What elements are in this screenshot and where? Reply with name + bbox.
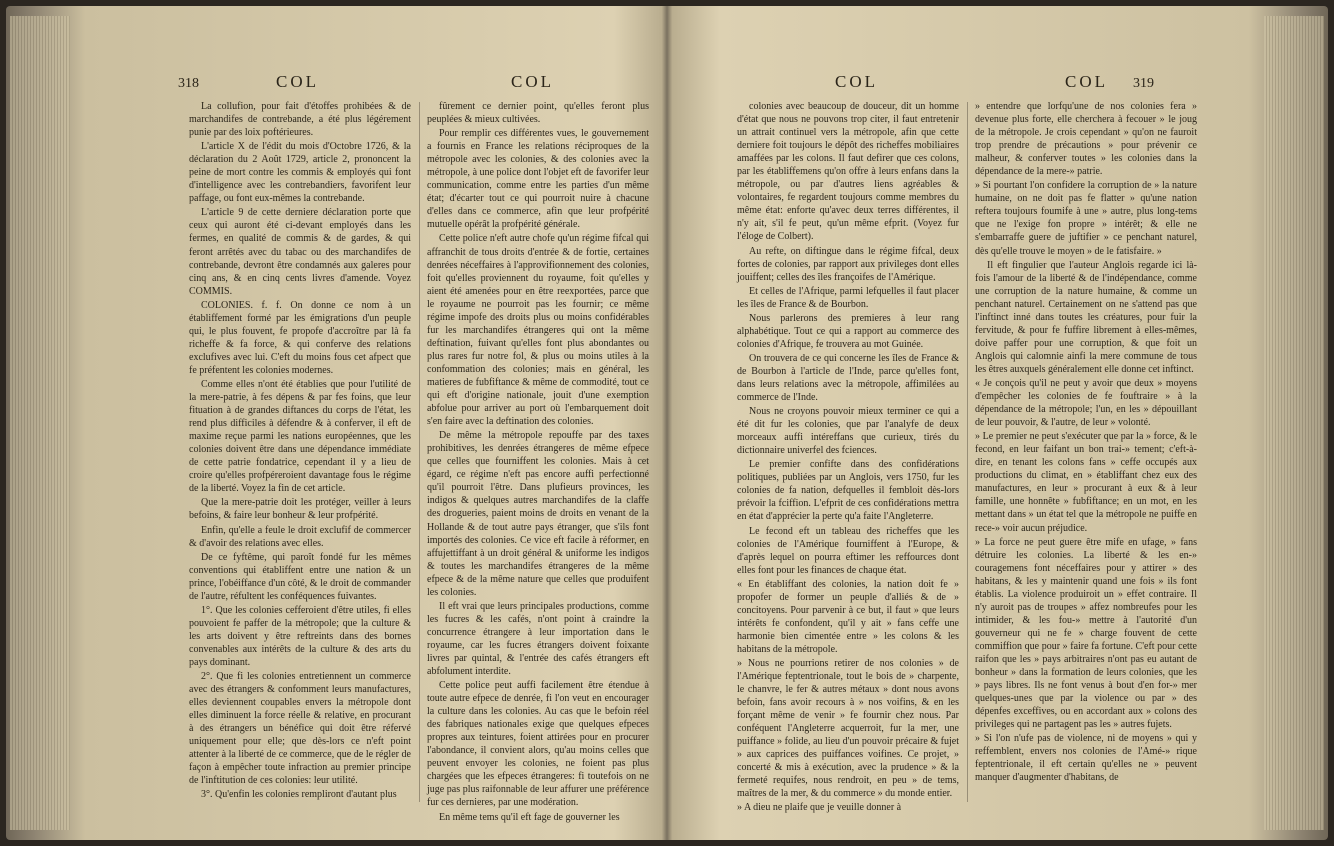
running-header-left-col1: COL bbox=[276, 72, 319, 91]
right-page-column-2 bbox=[975, 100, 1197, 806]
running-header-left-col2: COL bbox=[511, 72, 554, 91]
paragraph: Comme elles n'ont été établies que pour l'utilité de la mere-patrie, à fes dépens & par fes foins, que leur fituation à de grandes diftances du corps de l'état, les rend plus difficiles à défendre & à conferver, il eft de maxime reçue parmi les nations européennes, que les colonies doivent être dans une dépendance immédiate de cette patrie fondatrice, cependant il y a lieu de croire qu'elles profpéreroient davantage fous le régime de la liberté. Voyez la fin de cet article. bbox=[189, 378, 411, 495]
paragraph: » Le premier ne peut s'exécuter que par la » force, & le fecond, en leur faifant un bon trai-» tement; c'eft-à-dire, en tenant les colons fans » ceffe occupés aux productions du climat, en » établiffant chez eux des manufactures, en leur » procurant à eux & à leur famille, une honnête » fubfiftance; en un mot, en les mettant dans » un état tel que la métropole ne puiffe en rece-» voir aucun préjudice. bbox=[975, 431, 1197, 534]
paragraph: Il eft fingulier que l'auteur Anglois regarde ici là-fois l'amour de la liberté & de l'indépendance, comme une corruption de la nature humaine, & comme un penchant naturel. Certainement on ne s'attend pas que l'inftinct inné dans toutes les créatures, pour fuir la fervitude, & pour fe fuffire librement à elles-mêmes, doive paffer pour une corruption, & que foit un Anglois qui calomnie ainfi la mere commune de tous les êtres auxquels généralement elle donne cet inftinct. bbox=[975, 259, 1197, 375]
running-header-right-col2: COL bbox=[1065, 72, 1108, 91]
paragraph: fûrement ce dernier point, qu'elles feront plus peuplées & mieux cultivées. bbox=[427, 101, 649, 126]
paragraph: Enfin, qu'elle a feule le droit exclufif de commercer & d'avoir des relations avec elles. bbox=[189, 524, 411, 549]
page-number-right: 319 bbox=[1133, 76, 1154, 91]
paragraph: 2°. Que fi les colonies entretiennent un commerce avec des étrangers & confomment leurs manufactures, elles deviennent coupables envers la métropole dont elles diminuent la force réelle & relative, en procurant à des étrangers un bénéfice qui doit être réfervé uniquement pour elle; que dès-lors ce n'eft point attenter à la liberté de ce commerce, que de le régler de façon à empêcher toute infraction au premier principe de l'inftitution de ces colonies: leur utilité. bbox=[189, 671, 411, 787]
page-number-left: 318 bbox=[178, 76, 199, 91]
paragraph: De ce fyftême, qui paroît fondé fur les mêmes conventions qui établiffent entre une nation & un prince, l'obéiffance d'un côté, & le droit de commander de l'autre, réfultent les conféquences fuivantes. bbox=[189, 551, 411, 602]
column-rule-right bbox=[967, 102, 968, 802]
paragraph: De même la métropole repouffe par des taxes prohibitives, les denrées étrangeres de même efpece que celles que fourniffent les colonies. Mais à cet égard, ce régime n'eft pas encore auffi perfectionné qu'il pourroit l'être. Dans plufieurs provinces, les indigos & quelques autres marchandifes de la claffe des drogueries, paient moins de droits en venant de la Hollande & de tout autre pays étranger, que s'ils font importés des colonies. Ce vice eft facile à réformer, en affujettiffant à un droit général & uniforme les indigos & toutes les marchandifes étrangeres de la même efpece & de la même nature que celles que produifent les colonies. bbox=[427, 430, 649, 598]
page-edge-left bbox=[10, 16, 70, 830]
paragraph: 1°. Que les colonies cefferoient d'être utiles, fi elles pouvoient fe paffer de la métropole; que la culture & les arts doivent y être reftreints dans des bornes convenables aux intérêts de la culture & des arts du pays dominant. bbox=[189, 604, 411, 668]
left-page-column-1 bbox=[189, 100, 411, 806]
paragraph: Pour remplir ces différentes vues, le gouvernement a fournis en France les relations réciproques de la métropole avec les colonies, & des colonies avec la métropole, à une police dont l'objet eft de favorifer leur communication, comme entre les parties d'un même état; d'écarter tout ce qui pourroit nuire à chacune d'elles dans ce commerce, afin que leur profpérité mutuelle opérât la profpérité générale. bbox=[427, 128, 649, 231]
paragraph: « En établiffant des colonies, la nation doit fe » propofer de former un peuple d'alliés & de » concitoyens. Pour parvenir à ce but, il faut » que leurs intérêts fe confondent, qu'il y ait » fans ceffe une harmonie bien cimentée entre » les colons & les habitans de la métropole. bbox=[737, 578, 959, 655]
page-edge-right bbox=[1264, 16, 1324, 830]
paragraph: » Si pourtant l'on confidere la corruption de » la nature humaine, on ne doit pas fe flatter » qu'une nation reftera toujours foumife à une » autre, plus long-tems que ne l'exige fon propre » intérêt; & elle ne s'embarraffe guere de juftifier » ce penchant naturel, dès qu'elle trouve le moyen » de le fatisfaire. » bbox=[975, 180, 1197, 257]
paragraph: La collufion, pour fait d'étoffes prohibées & de marchandifes de contrebande, a été plus légérement punie par des loix poftérieures. bbox=[189, 101, 411, 139]
paragraph: » entendre que lorfqu'une de nos colonies fera » devenue plus forte, elle cherchera à fecouer » le joug de la métropole. Je crois cependant » qu'on ne fauroit trop prendre de précautions » pour prévenir ce malheur, & conferver toutes » les colonies dans la dépendance de la mere-» patrie. bbox=[975, 101, 1197, 178]
open-book bbox=[6, 6, 1328, 840]
paragraph: On trouvera de ce qui concerne les îles de France & de Bourbon à l'article de l'Inde, parce qu'elles font, dans leurs relations avec la métropole, affimilées au commerce de l'Inde. bbox=[737, 352, 959, 404]
column-rule-left bbox=[419, 102, 420, 802]
paragraph: Il eft vrai que leurs principales productions, comme les fucres & les cafés, n'ont point à craindre la concurrence étrangere à leur importation dans le royaume, car les fucres étrangers doivent foixante livres par quintal, & l'entrée des cafés étrangers eft abfolument interdite. bbox=[427, 600, 649, 678]
paragraph: COLONIES. f. f. On donne ce nom à un établiffement formé par les émigrations d'un peuple qui, le plus fouvent, fe propofe d'accroître par là fa richeffe & fa force, & qui conferve des relations exclufives avec lui. C'eft du moins fous cet afpect que fe préfentent les colonies modernes. bbox=[189, 299, 411, 376]
paragraph: Cette police peut auffi facilement être étendue à toute autre efpece de denrée, fi l'on veut en encourager la culture dans les colonies. Au cas que le befoin réel des fabriques nationales exige que quelques efpeces propres aux teintures, foient attirées pour en procurer l'abondance, il convient alors, qu'au moins celles que peuvent envoyer les colonies, ne foient pas plus chargées que les efpeces étrangeres: fi toutefois on ne juge pas plus raifonnable de leur affurer une préférence fur ces dernieres, par une modération. bbox=[427, 680, 649, 809]
paragraph: L'article 9 de cette derniere déclaration porte que ceux qui auront été ci-devant employés dans les fermes, en qualité de commis & de gardes, & qui feront arrêtés avec du tabac ou des marchandifes de contrebande, devront être condamnés aux galeres pour cinq ans, & en cinq cents livres d'amende. Voyez COMMIS. bbox=[189, 207, 411, 297]
paragraph: » A dieu ne plaife que je veuille donner à bbox=[737, 802, 902, 814]
right-page-column-1 bbox=[737, 100, 959, 814]
paragraph: Le fecond eft un tableau des richeffes que les colonies de l'Amérique fourniffent à l'Europe, & d'après lequel on pourra eftimer les reffources dont elles font pour les finances de chaque état. bbox=[737, 525, 959, 576]
paragraph: L'article X de l'édit du mois d'Octobre 1726, & la déclaration du 2 Août 1729, article 2, prononcent la peine de mort contre les commis & employés qui font d'intelligence avec les contrebandiers, favorifent leur paffage, ou font eux-mêmes la contrebande. bbox=[189, 141, 411, 205]
right-page bbox=[667, 6, 1328, 840]
left-page-column-2 bbox=[427, 100, 649, 823]
left-page bbox=[6, 6, 667, 840]
paragraph: En même tems qu'il eft fage de gouverner les bbox=[439, 811, 620, 823]
paragraph: Nous ne croyons pouvoir mieux terminer ce qui a été dit fur les colonies, que par l'analyfe de deux morceaux auffi intéreffans que curieux, tirés du dictionnaire univerfel des fciences. bbox=[737, 406, 959, 457]
paragraph: » Si l'on n'ufe pas de violence, ni de moyens » qui y reffemblent, envers nos colonies de l'Amé-» rique feptentrionale, il eft certain qu'elles ne » peuvent manquer d'augmenter d'habitans, de bbox=[975, 733, 1197, 784]
paragraph: Nous parlerons des premieres à leur rang alphabétique. Tout ce qui a rapport au commerce des colonies d'Afrique, fe trouvera au mot Guinée. bbox=[737, 312, 959, 350]
paragraph: Le premier confifte dans des confidérations politiques, publiées par un Anglois, vers 1750, fur les colonies de fa nation, defquelles il fembloit dès-lors prévoir la fciffion. L'efprit de ces confidérations mettra en état d'apprécier la perte qu'a faite l'Angleterre. bbox=[737, 459, 959, 523]
paragraph: « Je conçois qu'il ne peut y avoir que deux » moyens d'empêcher les colonies de fe fouftraire » à la dépendance de la métropole; l'un, en les » dépouillant de leur pouvoir, & l'autre, de leur » volonté. bbox=[975, 377, 1197, 429]
paragraph: Cette police n'eft autre chofe qu'un régime fifcal qui affranchit de tous droits d'entrée & de fortie, certaines denrées néceffaires à l'approvifionnement des colonies, foit qu'elles proviennent du royaume, foit qu'elles y aient été amenées pour en être reexportées, parce que le royaume ne pourroit pas les fournir; ce même régime impofe des droits plus ou moins confidérables fur les marchandifes étrangeres qui ont la même deftination, fuivant qu'elles font plus abondantes ou plus rares fur notre fol, & plus ou moins utiles à la confommation des colonies; mais en général, les matieres de fubfiftance & même de commodité, tout ce qui eft d'origine nationale, jouit d'une exemption abfolue pour arriver au port où l'embarquement doit s'en faire avec la deftination des colonies. bbox=[427, 233, 649, 428]
paragraph: » La force ne peut guere être mife en ufage, » fans détruire les colonies. La liberté & les en-» couragemens font néceffaires pour y attirer » des habitans, & les y maintenir quand une fois » ils font établis. La violence produiroit un » effet contraire. Il n'y auroit pas de troupes » affez nombreufes pour les intimider, & les fou-» mettre à l'autorité d'un gouverneur qui ne fe » charge fouvent de cette commiffion que pour » faire fa fortune. C'eft pour cette raifon que les » pays arbitraires n'ont pas eu autant de bonheur » dans la formation de leurs colonies, que les » pays libres. Ils ne font venus à bout d'en for-» mer quelques-unes que par la violence ou par » des dépenfes exceffives, ou en accordant aux » colons des privileges qui ne partagent pas les » autres fujets. bbox=[975, 536, 1197, 731]
paragraph: Que la mere-patrie doit les protéger, veiller à leurs befoins, & faire leur bonheur & leur profpérité. bbox=[189, 497, 411, 522]
paragraph: » Nous ne pourrions retirer de nos colonies » de l'Amérique feptentrionale, tout le bois de » charpente, le chanvre, le fer & autres métaux » dont nous avons befoin, fans avoir recours à » nos voifins, & en les forçant même de venir » fe fournir chez nous. Par conféquent l'Angleterre acquerroit, fur la mer, une puiffance » folide, au lieu d'un pouvoir précaire & fujet » aux caprices des puiffances voifines. Ce projet, » concerté & mis à exécution, avec la prudence » & la fermeté requifes, nous rendroit, en peu » de tems, maîtres de la mer, & du commerce » du monde entier. bbox=[737, 657, 959, 800]
paragraph: Au refte, on diftingue dans le régime fifcal, deux fortes de colonies, par rapport aux privileges dont elles jouiffent; celles des îles françoifes de l'Amérique. bbox=[737, 245, 959, 283]
paragraph: colonies avec beaucoup de douceur, dit un homme d'état que nous ne pouvons trop citer, il faut entretenir un attrait continuel vers la métropole, afin que cette derniere foit toujours le dépôt des richeffes mobiliaires amaffées par les colons. Il faut defirer que ces colons, par les établiffemens qu'on offre à leurs enfans dans la métropole, ou par d'autres liens agréables & volontaires, fe regardent toujours comme membres du même état: enforte qu'avec deux terres différentes, il n'y ait, s'il fe peut, qu'un même efprit. (Voyez fur l'éloge de Colbert). bbox=[737, 101, 959, 243]
running-header-right-col1: COL bbox=[835, 72, 878, 91]
paragraph: 3°. Qu'enfin les colonies rempliront d'autant plus bbox=[201, 789, 397, 801]
paragraph: Et celles de l'Afrique, parmi lefquelles il faut placer les îles de France & de Bourbon. bbox=[737, 285, 959, 310]
